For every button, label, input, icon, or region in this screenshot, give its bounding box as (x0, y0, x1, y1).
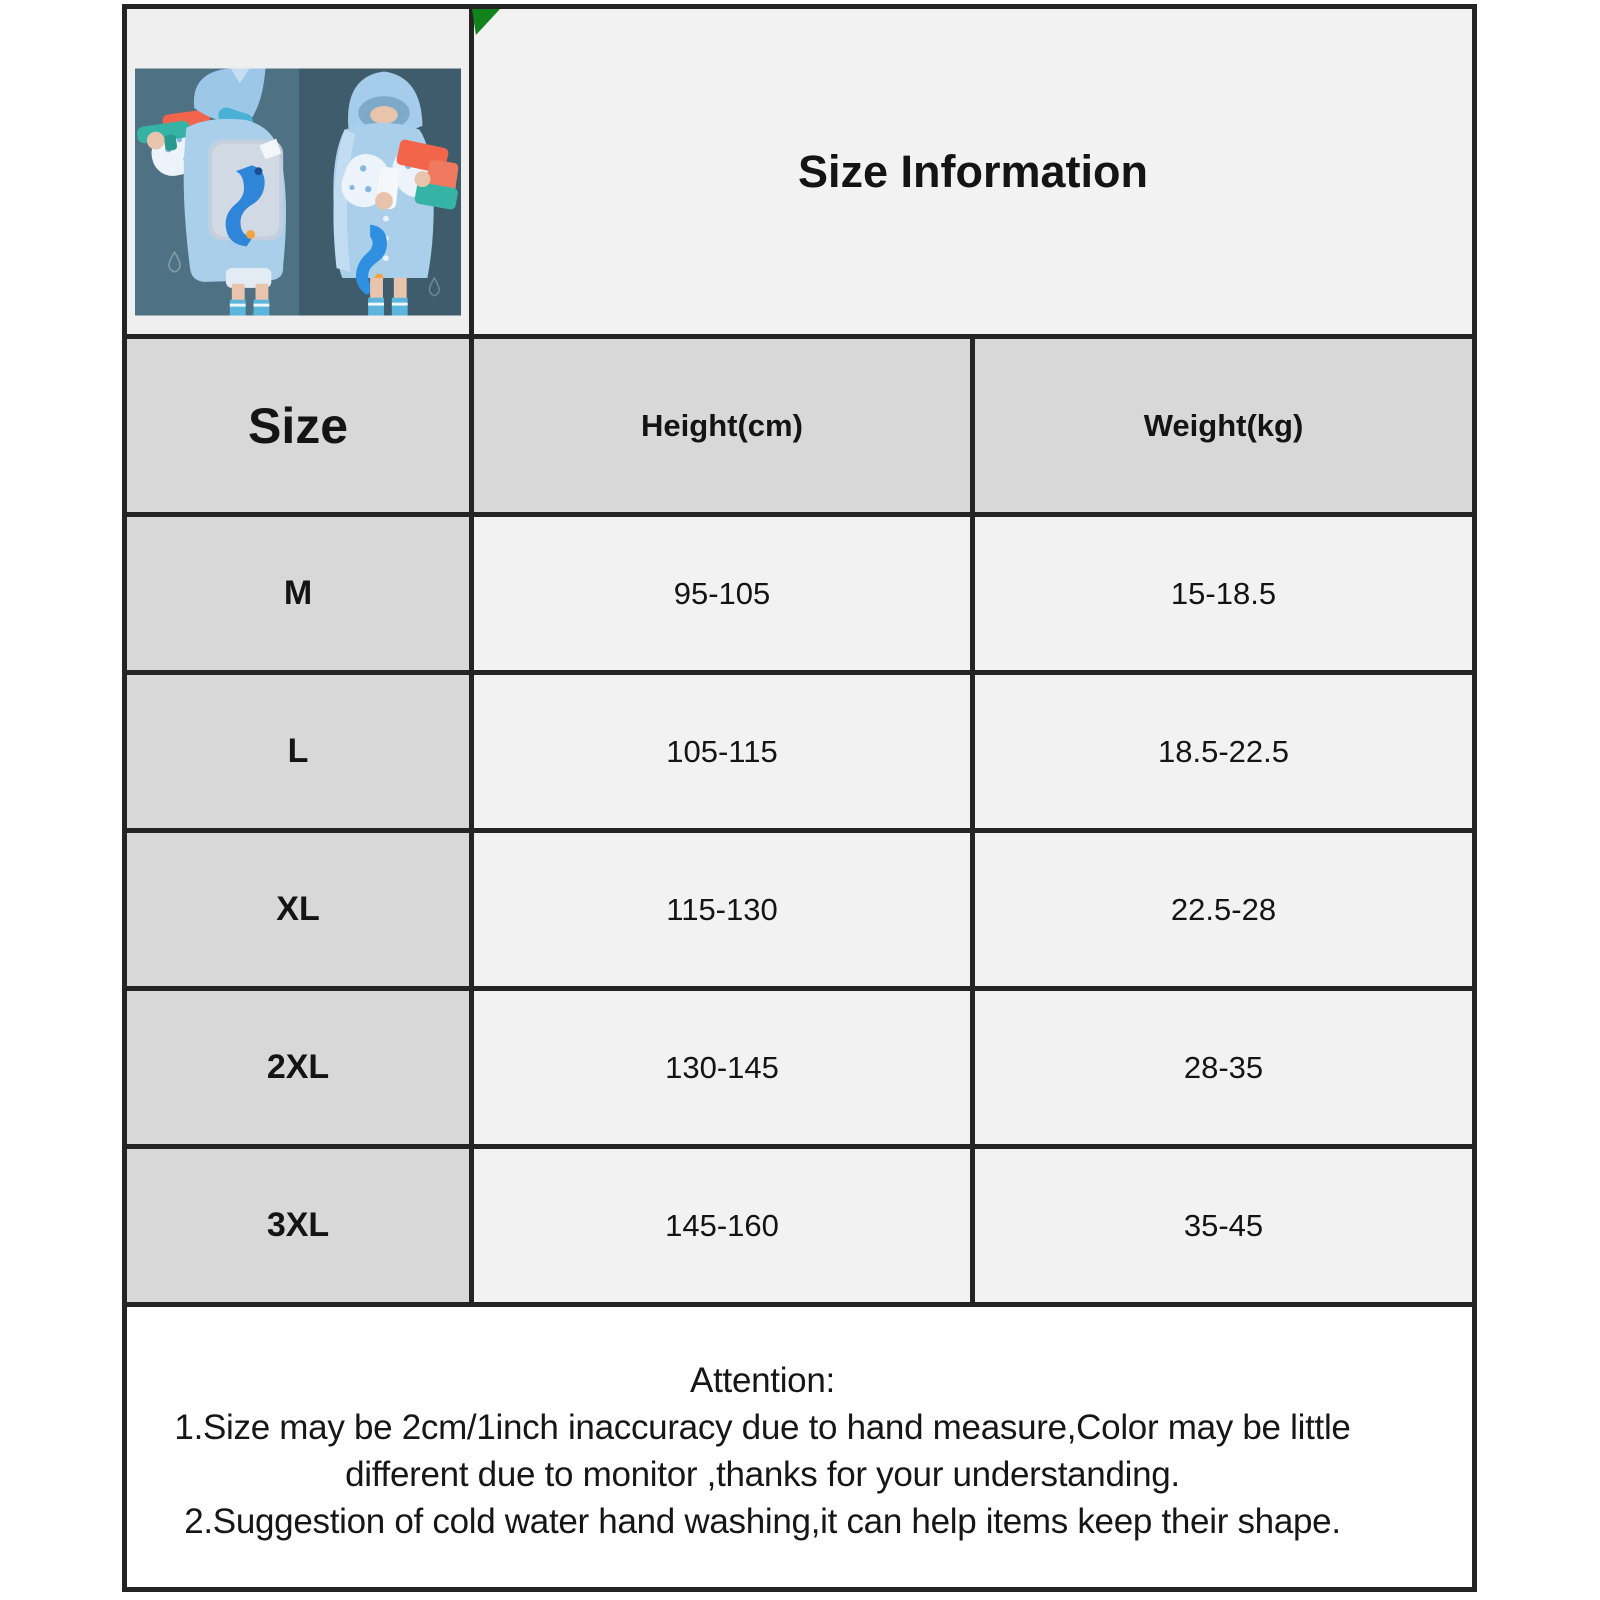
attention-cell (125, 1305, 1475, 1590)
weight-value: 18.5-22.5 (973, 673, 1475, 831)
table-row-l (125, 673, 1475, 831)
page-title: Size Information (797, 145, 1149, 197)
table-row-m (125, 515, 1475, 673)
height-value: 105-115 (472, 673, 973, 831)
size-label: 3XL (125, 1147, 472, 1305)
height-value: 145-160 (472, 1147, 973, 1305)
column-header-row (125, 337, 1475, 515)
size-label: 2XL (125, 989, 472, 1147)
size-label: M (125, 515, 472, 673)
column-header-weight: Weight(kg) (973, 337, 1475, 515)
size-information-table (122, 4, 1477, 1592)
product-photo (135, 67, 461, 317)
weight-value: 22.5-28 (973, 831, 1475, 989)
title-inner (474, 9, 1472, 334)
attention-heading: Attention: (690, 1361, 835, 1400)
table-row-xl (125, 831, 1475, 989)
attention-text-block (127, 1349, 1472, 1545)
height-value: 95-105 (472, 515, 973, 673)
weight-value: 15-18.5 (973, 515, 1475, 673)
green-corner-marker-icon (472, 9, 500, 35)
title-cell (472, 7, 1475, 337)
raincoat-kids-illustration (135, 67, 461, 317)
column-header-size: Size (125, 337, 472, 515)
size-label: L (125, 673, 472, 831)
weight-value: 35-45 (973, 1147, 1475, 1305)
weight-value: 28-35 (973, 989, 1475, 1147)
table-row-3xl (125, 1147, 1475, 1305)
product-photo-cell (125, 7, 472, 337)
attention-row (125, 1305, 1475, 1590)
column-header-height: Height(cm) (472, 337, 973, 515)
height-value: 130-145 (472, 989, 973, 1147)
size-label: XL (125, 831, 472, 989)
height-value: 115-130 (472, 831, 973, 989)
top-header-row (125, 7, 1475, 337)
attention-note-1: 1.Size may be 2cm/1inch inaccuracy due to hand measure,Color may be little different due to monitor ,thanks for your understanding. (174, 1408, 1351, 1494)
table-row-2xl (125, 989, 1475, 1147)
attention-note-2: 2.Suggestion of cold water hand washing,it can help items keep their shape. (184, 1502, 1341, 1541)
